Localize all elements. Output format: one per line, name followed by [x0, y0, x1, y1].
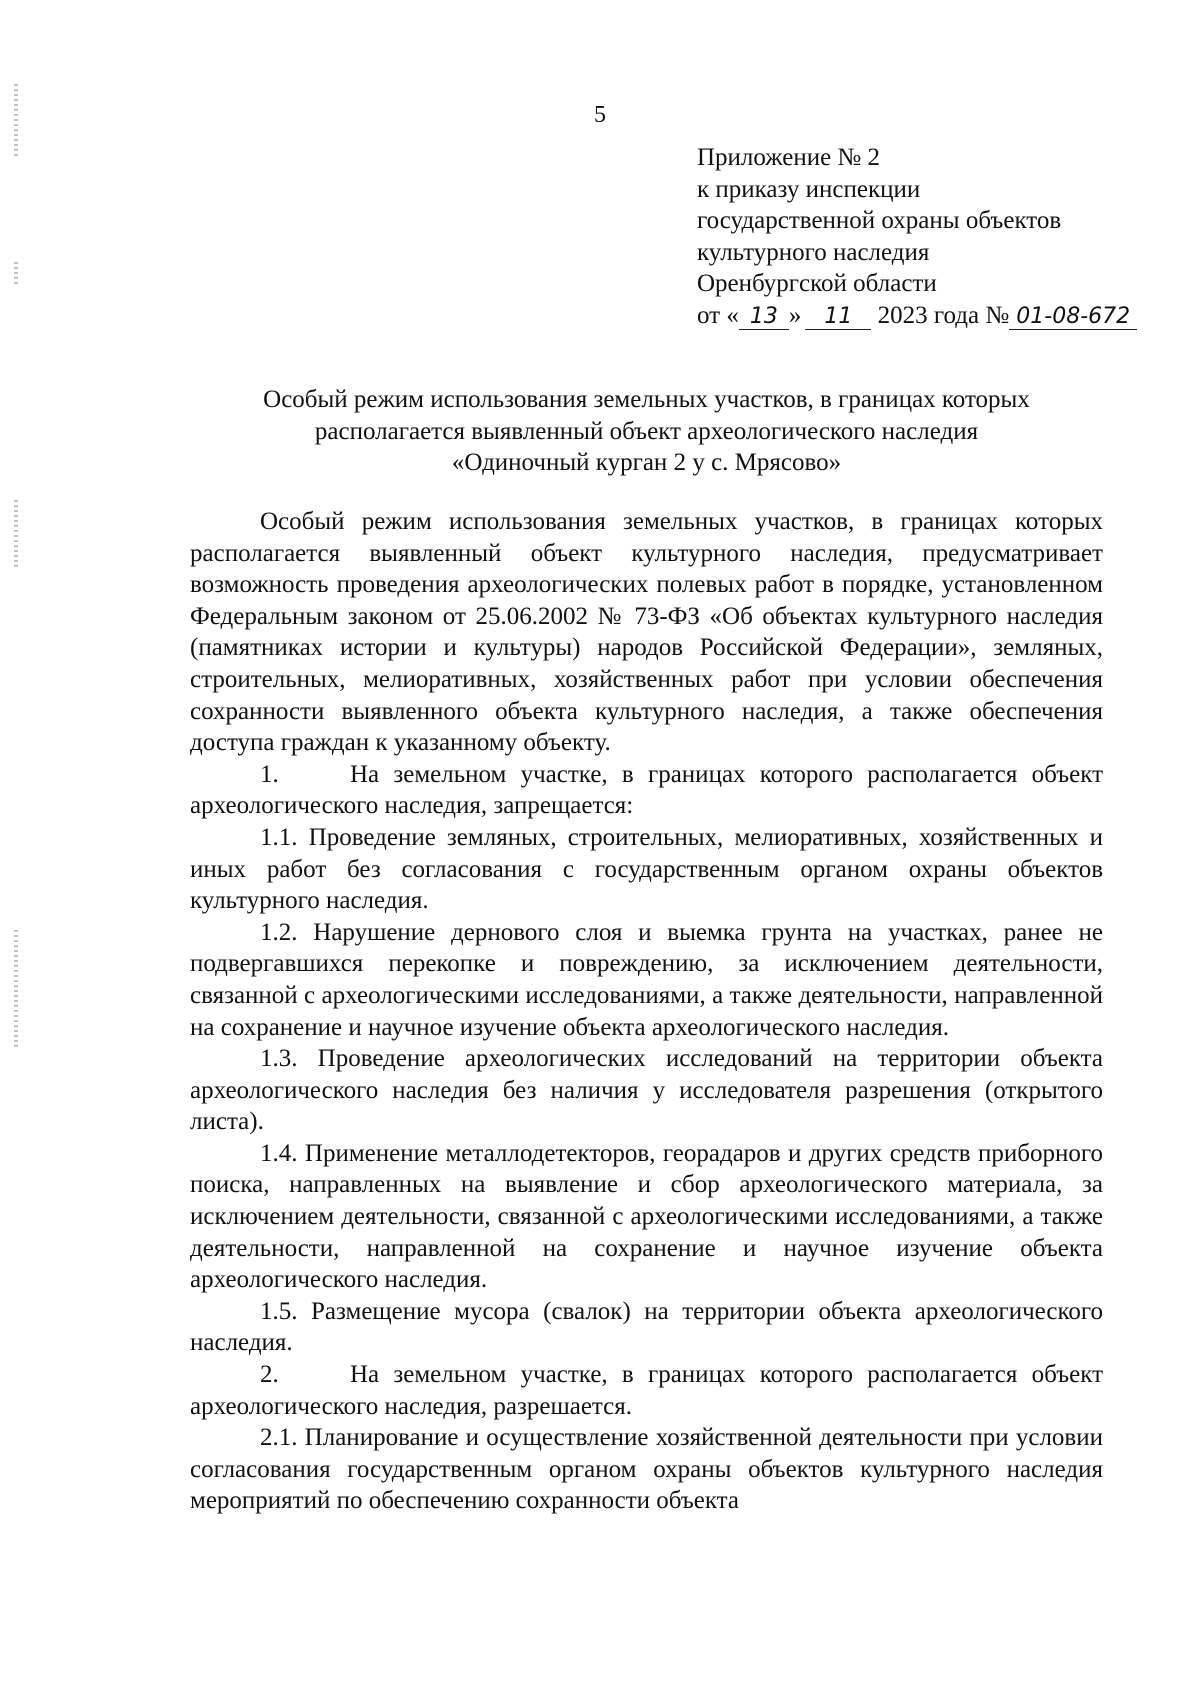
appendix-header: [697, 142, 1167, 331]
document-title: [200, 384, 1093, 479]
clause-1: 1. На земельном участке, в границах которого располагается объект археологического наследия, запрещается:: [190, 760, 1103, 820]
date-prefix: от «: [697, 301, 739, 329]
clause-1-4: 1.4. Применение металлодетекторов, георадаров и других средств приборного поиска, направленных на выявление и сбор археологического материала, за исключением деятельности, связанной с археологическими исследованиями, а также деятельности, направленной на сохранение и научное изучение объекта археологического наследия.: [190, 1139, 1103, 1294]
handwritten-day: 13: [739, 305, 789, 330]
clause-1-1: 1.1. Проведение земляных, строительных, мелиоративных, хозяйственных и иных работ без согласования с государственным органом охраны объектов культурного наследия.: [190, 823, 1103, 915]
handwritten-order-number: 01-08-672: [1009, 305, 1137, 330]
page-number: 5: [594, 102, 606, 128]
title-line: располагается выявленный объект археологического наследия: [314, 417, 979, 445]
title-line: Особый режим использования земельных участков, в границах которых: [263, 386, 1030, 413]
clause-1-2: 1.2. Нарушение дернового слоя и выемка грунта на участках, ранее не подвергавшихся перекопке и повреждению, за исключением деятельности, связанной с археологическими исследованиями, а также деятельности, направленной на сохранение и научное изучение объекта археологического наследия.: [190, 918, 1103, 1041]
clause-2-1: 2.1. Планирование и осуществление хозяйственной деятельности при условии согласования государственным органом охраны объектов культурного наследия мероприятий по обеспечению сохранности объекта: [190, 1424, 1103, 1515]
scan-edge-mark: [14, 500, 18, 570]
date-year: 2023 года №: [877, 301, 1010, 329]
handwritten-month: 11: [805, 305, 871, 330]
scan-edge-mark: [14, 262, 18, 286]
appendix-line: Оренбургской области: [697, 270, 937, 297]
appendix-line: Приложение № 2: [697, 144, 881, 171]
appendix-line: культурного наследия: [697, 238, 930, 266]
document-body: [190, 506, 1103, 1517]
appendix-line: к приказу инспекции: [697, 175, 921, 203]
clause-1-3: 1.3. Проведение археологических исследований на территории объекта археологического наследия без наличия у исследователя разрешения (открытого листа).: [190, 1045, 1103, 1136]
appendix-date-line: [697, 300, 1167, 332]
clause-2: 2. На земельном участке, в границах которого располагается объект археологического наследия, разрешается.: [190, 1361, 1103, 1420]
scan-edge-mark: [14, 930, 18, 1048]
clause-1-5: 1.5. Размещение мусора (свалок) на территории объекта археологического наследия.: [190, 1297, 1103, 1357]
date-mid: »: [788, 301, 802, 329]
appendix-line: государственной охраны объектов: [697, 207, 1062, 234]
intro-paragraph: Особый режим использования земельных участков, в границах которых располагается выявленный объект культурного наследия, предусматривает возможность проведения археологических полевых работ в порядке, установленном Федеральным законом от 25.06.2002 № 73-ФЗ «Об объектах культурного наследия (памятниках истории и культуры) народов Российской Федерации», земляных, строительных, мелиоративных, хозяйственных работ при условии обеспечения сохранности выявленного объекта культурного наследия, а также обеспечения доступа граждан к указанному объекту.: [190, 508, 1103, 757]
title-line: «Одиночный курган 2 у с. Мрясово»: [451, 449, 842, 476]
